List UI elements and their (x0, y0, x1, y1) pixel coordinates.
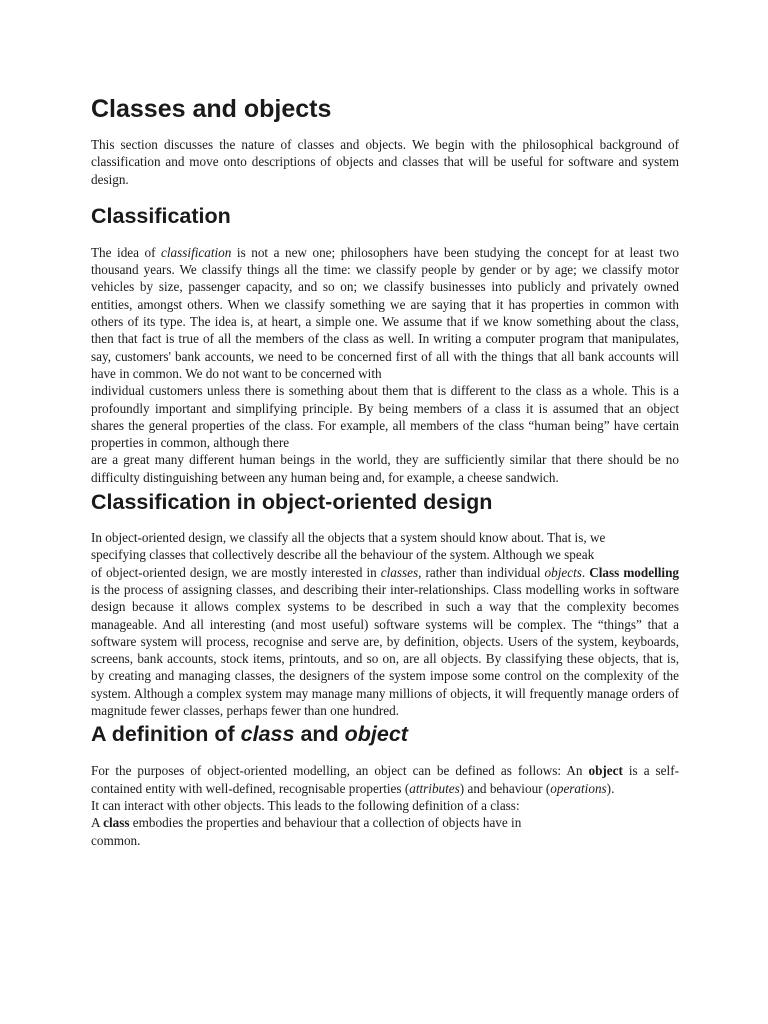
term-operations: operations (550, 780, 607, 796)
intro-paragraph: This section discusses the nature of classes and objects. We begin with the philosophical background of classification and move onto descriptions of objects and classes that will be useful for software and system design. (91, 137, 679, 187)
ood-line-2: specifying classes that collectively describe all the behaviour of the system. Although we speak (91, 547, 595, 563)
classification-paragraph-3: are a great many different human beings in the world, they are sufficiently similar that there should be no difficulty distinguishing between any human being and, for example, a cheese sandwich. (91, 452, 679, 485)
term-class-modelling: Class modelling (589, 564, 680, 580)
classification-paragraph-1: The idea of classification is not a new one; philosophers have been studying the concept for at least two thousand years. We classify things all the time: we classify people by gender or by age; we classify motor vehicles by size, passenger capacity, and so on; we classify businesses into publicly and privately owned entities, amongst others. When we classify something we are saying that it has properties in common with others of its type. The idea is, at heart, a simple one. We assume that if we know something about the class, then that fact is true of all the members of the class as well. In writing a computer program that manipulates, say, customers' bank accounts, we need to be concerned first of all with the things that all bank accounts will have in common. We do not want to be concerned with (91, 244, 680, 381)
term-attributes: attributes (409, 780, 460, 796)
term-class: class (103, 815, 130, 831)
ood-paragraph: of object-oriented design, we are mostly interested in classes, rather than individual objects. Class modelling is the process of assigning classes, and describing their inter-relationships. Class modelling works in software design because it allows complex systems to be described in such a way that the complexity becomes manageable. And all interesting (and most useful) software systems will be complex. The “things” that a software system will process, recognise and serve are, by definition, objects. Users of the system, keyboards, screens, bank accounts, stock items, printouts, and so on, are all objects. By classifying these objects, that is, by creating and managing classes, the designers of the system impose some control on the complexity of the system. Although a complex system may manage many millions of objects, it will frequently manage orders of magnitude fewer classes, perhaps fewer than one hundred. (91, 564, 680, 719)
page-title: Classes and objects (91, 95, 332, 123)
definition-line-common: common. (91, 832, 141, 848)
classification-paragraph-2: individual customers unless there is something about them that is different to the class as a whole. This is a profoundly important and simplifying principle. By being members of a class it is assumed that an object shares the general properties of the class. For example, all members of the class “human being” have certain properties in common, although there (91, 383, 679, 451)
heading-classification: Classification (91, 203, 231, 228)
term-classes: classes (380, 564, 419, 580)
heading-term-class: class (240, 722, 295, 747)
definition-paragraph-1: For the purposes of object-oriented modelling, an object can be defined as follows: An object is a self-contained entity with well-defined, recognisable properties (attributes) and behaviour (operations). (91, 763, 679, 796)
definition-line-3: It can interact with other objects. This leads to the following definition of a class: (91, 797, 520, 813)
ood-line-1: In object-oriented design, we classify all the objects that a system should know about. That is, we (91, 530, 606, 546)
definition-paragraph-2: A class embodies the properties and behaviour that a collection of objects have in (91, 815, 522, 831)
heading-term-object: object (344, 722, 408, 747)
term-objects: objects (544, 564, 582, 580)
term-classification: classification (161, 244, 232, 260)
document-page (91, 92, 679, 849)
term-object: object (588, 763, 623, 779)
heading-definition: A definition of class and object (91, 722, 408, 747)
heading-classification-ood: Classification in object-oriented design (91, 490, 493, 515)
